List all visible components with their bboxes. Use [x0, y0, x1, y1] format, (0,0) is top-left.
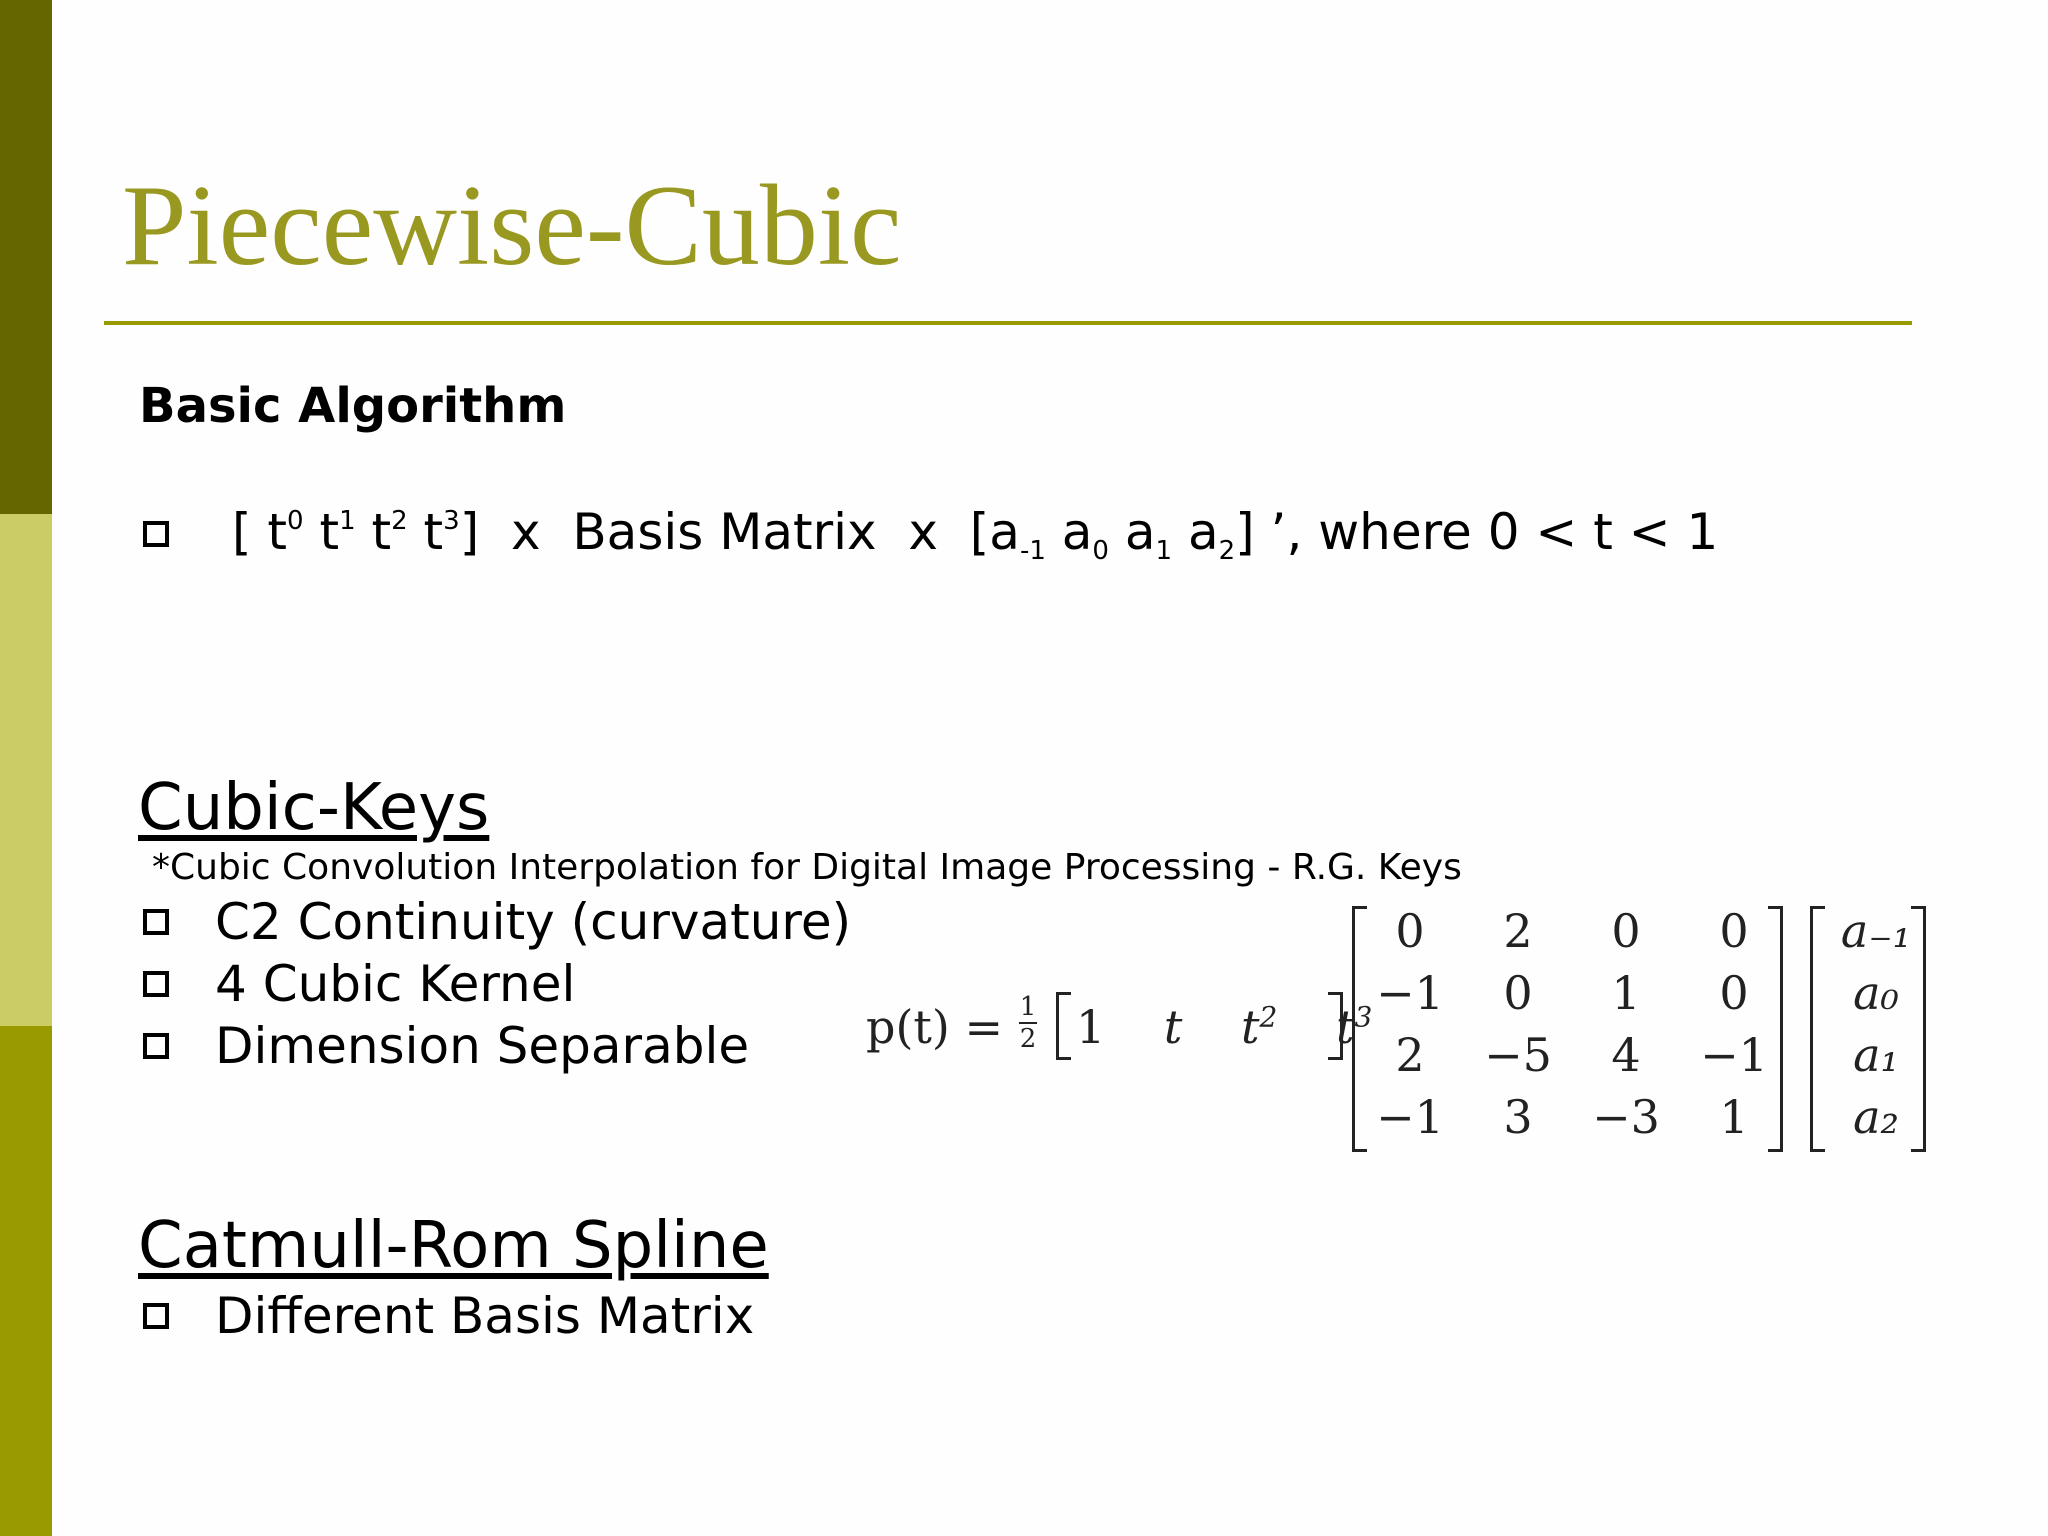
formula-lhs: p(t) = [866, 1000, 1003, 1054]
row-vector-entry: 1 [1076, 1000, 1106, 1054]
row-vector: 1 t $t^2$ $t^3$ [1076, 1000, 1373, 1054]
basic-algorithm-heading: Basic Algorithm [139, 378, 567, 434]
keys-formula [866, 900, 1926, 1160]
matrix-cell: 0 [1719, 904, 1749, 958]
coefficient-vector [1836, 900, 1916, 1148]
matrix-cell: −1 [1376, 1090, 1444, 1144]
coefficient-entry: a₁ [1853, 1028, 1899, 1082]
formula-fraction [1019, 994, 1037, 1052]
matrix-cell: 0 [1395, 904, 1425, 958]
sidebar-band-top [0, 0, 52, 514]
bullet-square-icon [143, 971, 169, 997]
matrix-cell: −5 [1484, 1028, 1552, 1082]
sidebar-band-bottom [0, 1026, 52, 1536]
matrix-cell: 3 [1503, 1090, 1533, 1144]
cubic-keys-reference: *Cubic Convolution Interpolation for Digital Image Processing - R.G. Keys [152, 847, 1462, 888]
row-vector-entry: t [1241, 1000, 1260, 1054]
cubic-keys-item: C2 Continuity (curvature) [215, 893, 852, 951]
matrix-cell: 0 [1503, 966, 1533, 1020]
matrix-cell: 0 [1719, 966, 1749, 1020]
row-vector-entry: t [1335, 1000, 1355, 1054]
matrix-cell: 1 [1611, 966, 1641, 1020]
matrix-cell: 1 [1719, 1090, 1749, 1144]
fraction-numerator: 1 [1019, 992, 1037, 1022]
coefficient-entry: a₀ [1853, 966, 1899, 1020]
slide-title: Piecewise-Cubic [122, 162, 902, 290]
matrix-cell: −1 [1700, 1028, 1768, 1082]
matrix-cell: 4 [1611, 1028, 1641, 1082]
bullet-square-icon [143, 521, 169, 547]
sidebar-band-middle [0, 514, 52, 1026]
basis-matrix [1356, 900, 1788, 1148]
title-rule [104, 321, 1912, 325]
matrix-cell: 0 [1611, 904, 1641, 958]
catmull-rom-item: Different Basis Matrix [215, 1287, 755, 1345]
coefficient-entry: a₂ [1853, 1090, 1899, 1144]
catmull-rom-heading: Catmull-Rom Spline [138, 1209, 769, 1283]
algorithm-line: [ $t^0$ $t^1$ $t^2$ $t^3$] x Basis Matrix x [$a_{-1}$ $a_0$ $a_1$ $a_2$] ’, where 0 < t < 1 [232, 503, 1719, 566]
cubic-keys-heading: Cubic-Keys [138, 771, 490, 845]
row-vector-entry: t [1163, 1000, 1183, 1054]
coefficient-entry: a₋₁ [1840, 904, 1912, 958]
bullet-square-icon [143, 1303, 169, 1329]
matrix-cell: −1 [1376, 966, 1444, 1020]
cubic-keys-item: Dimension Separable [215, 1017, 750, 1075]
bullet-square-icon [143, 1033, 169, 1059]
matrix-cell: −3 [1592, 1090, 1660, 1144]
matrix-cell: 2 [1395, 1028, 1425, 1082]
fraction-denominator: 2 [1019, 1024, 1037, 1054]
bullet-square-icon [143, 909, 169, 935]
cubic-keys-item: 4 Cubic Kernel [215, 955, 576, 1013]
matrix-cell: 2 [1503, 904, 1533, 958]
